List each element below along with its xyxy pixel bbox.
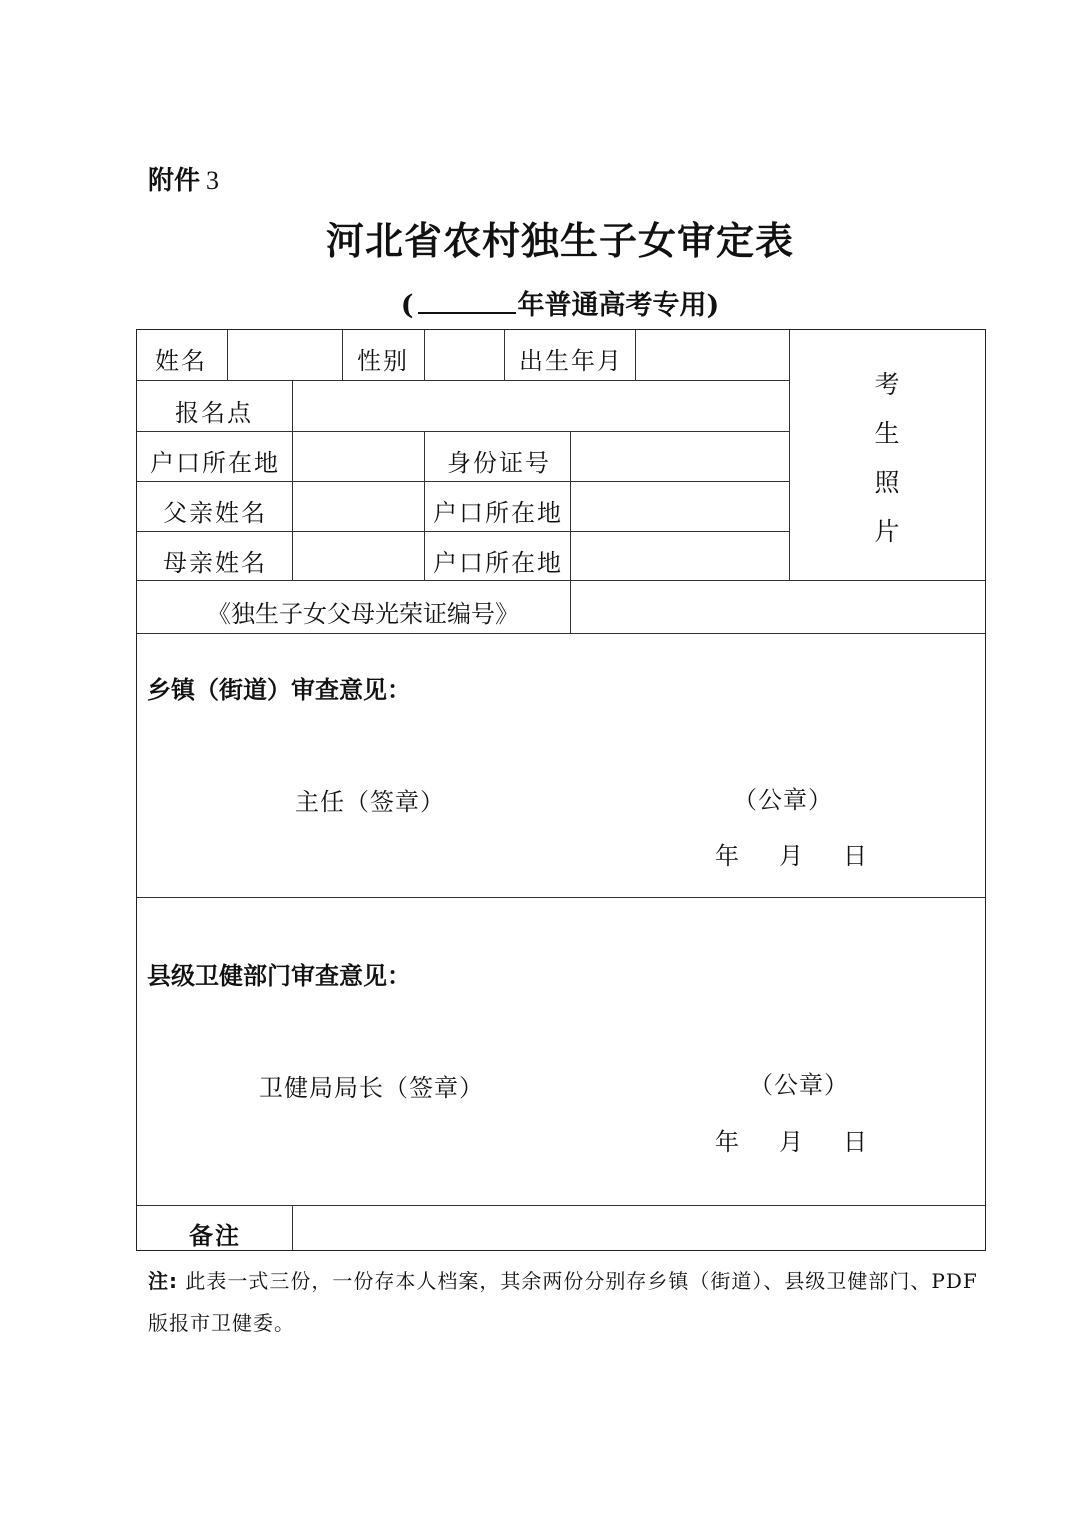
father-hukou-label: 户口所在地 bbox=[433, 499, 563, 527]
col-line bbox=[292, 1205, 293, 1250]
date-year: 年 bbox=[715, 842, 739, 870]
township-review-title: 乡镇（街道）审查意见： bbox=[147, 676, 411, 704]
mother-name-label: 母亲姓名 bbox=[163, 549, 267, 577]
row-line bbox=[137, 580, 985, 581]
id-number-label: 身份证号 bbox=[447, 449, 551, 477]
name-label: 姓名 bbox=[155, 347, 207, 375]
hukou-label: 户口所在地 bbox=[150, 449, 280, 477]
birth-date-label: 出生年月 bbox=[519, 347, 623, 375]
row-line bbox=[137, 380, 789, 381]
form-title: 河北省农村独生子女审定表 bbox=[325, 218, 794, 263]
date-month: 月 bbox=[779, 842, 803, 870]
county-health-review-title: 县级卫健部门审查意见： bbox=[147, 962, 411, 990]
year-blank bbox=[418, 290, 516, 314]
township-official-seal: （公章） bbox=[733, 786, 833, 814]
row-line bbox=[137, 1205, 985, 1206]
col-line bbox=[227, 330, 228, 380]
footnote-text: 此表一式三份，一份存本人档案，其余两份分别存乡镇（街道）、县级卫健部门、PDF版报市卫健委。 bbox=[148, 1269, 978, 1335]
col-line bbox=[504, 330, 505, 380]
certificate-number-label: 《独生子女父母光荣证编号》 bbox=[207, 600, 519, 628]
subtitle-open-paren: ( bbox=[400, 290, 414, 321]
gender-label: 性别 bbox=[357, 347, 409, 375]
registration-point-label: 报名点 bbox=[175, 399, 253, 427]
row-line bbox=[137, 531, 789, 532]
attachment-label: 附件 3 bbox=[148, 166, 220, 196]
remarks-label: 备注 bbox=[189, 1222, 241, 1250]
attachment-number: 3 bbox=[206, 166, 220, 195]
col-line bbox=[570, 431, 571, 633]
subtitle-text: 年普通高考专用) bbox=[517, 290, 720, 321]
photo-box-label bbox=[789, 360, 985, 556]
county-official-seal: （公章） bbox=[749, 1071, 849, 1099]
father-name-label: 父亲姓名 bbox=[163, 499, 267, 527]
mother-hukou-label: 户口所在地 bbox=[433, 549, 563, 577]
col-line bbox=[342, 330, 343, 380]
date-month: 月 bbox=[779, 1128, 803, 1156]
photo-char: 照 bbox=[874, 468, 900, 497]
row-line bbox=[137, 897, 985, 898]
row-line bbox=[137, 431, 789, 432]
row-line bbox=[137, 633, 985, 634]
col-line bbox=[635, 330, 636, 380]
photo-char: 考 bbox=[874, 370, 900, 399]
photo-char: 片 bbox=[874, 517, 900, 546]
date-year: 年 bbox=[715, 1128, 739, 1156]
review-form-table bbox=[136, 329, 986, 1251]
health-bureau-director-signature: 卫健局局长（签章） bbox=[259, 1074, 484, 1102]
township-director-signature: 主任（签章） bbox=[295, 788, 445, 816]
form-subtitle bbox=[0, 283, 1080, 322]
row-line bbox=[137, 481, 789, 482]
county-date bbox=[715, 1122, 867, 1157]
photo-char: 生 bbox=[874, 419, 900, 448]
date-day: 日 bbox=[843, 1128, 867, 1156]
col-line bbox=[424, 330, 425, 380]
footnote bbox=[148, 1260, 988, 1344]
footnote-label: 注: bbox=[148, 1269, 178, 1293]
township-date bbox=[715, 836, 867, 871]
col-line bbox=[424, 431, 425, 580]
date-day: 日 bbox=[843, 842, 867, 870]
col-line bbox=[292, 380, 293, 580]
